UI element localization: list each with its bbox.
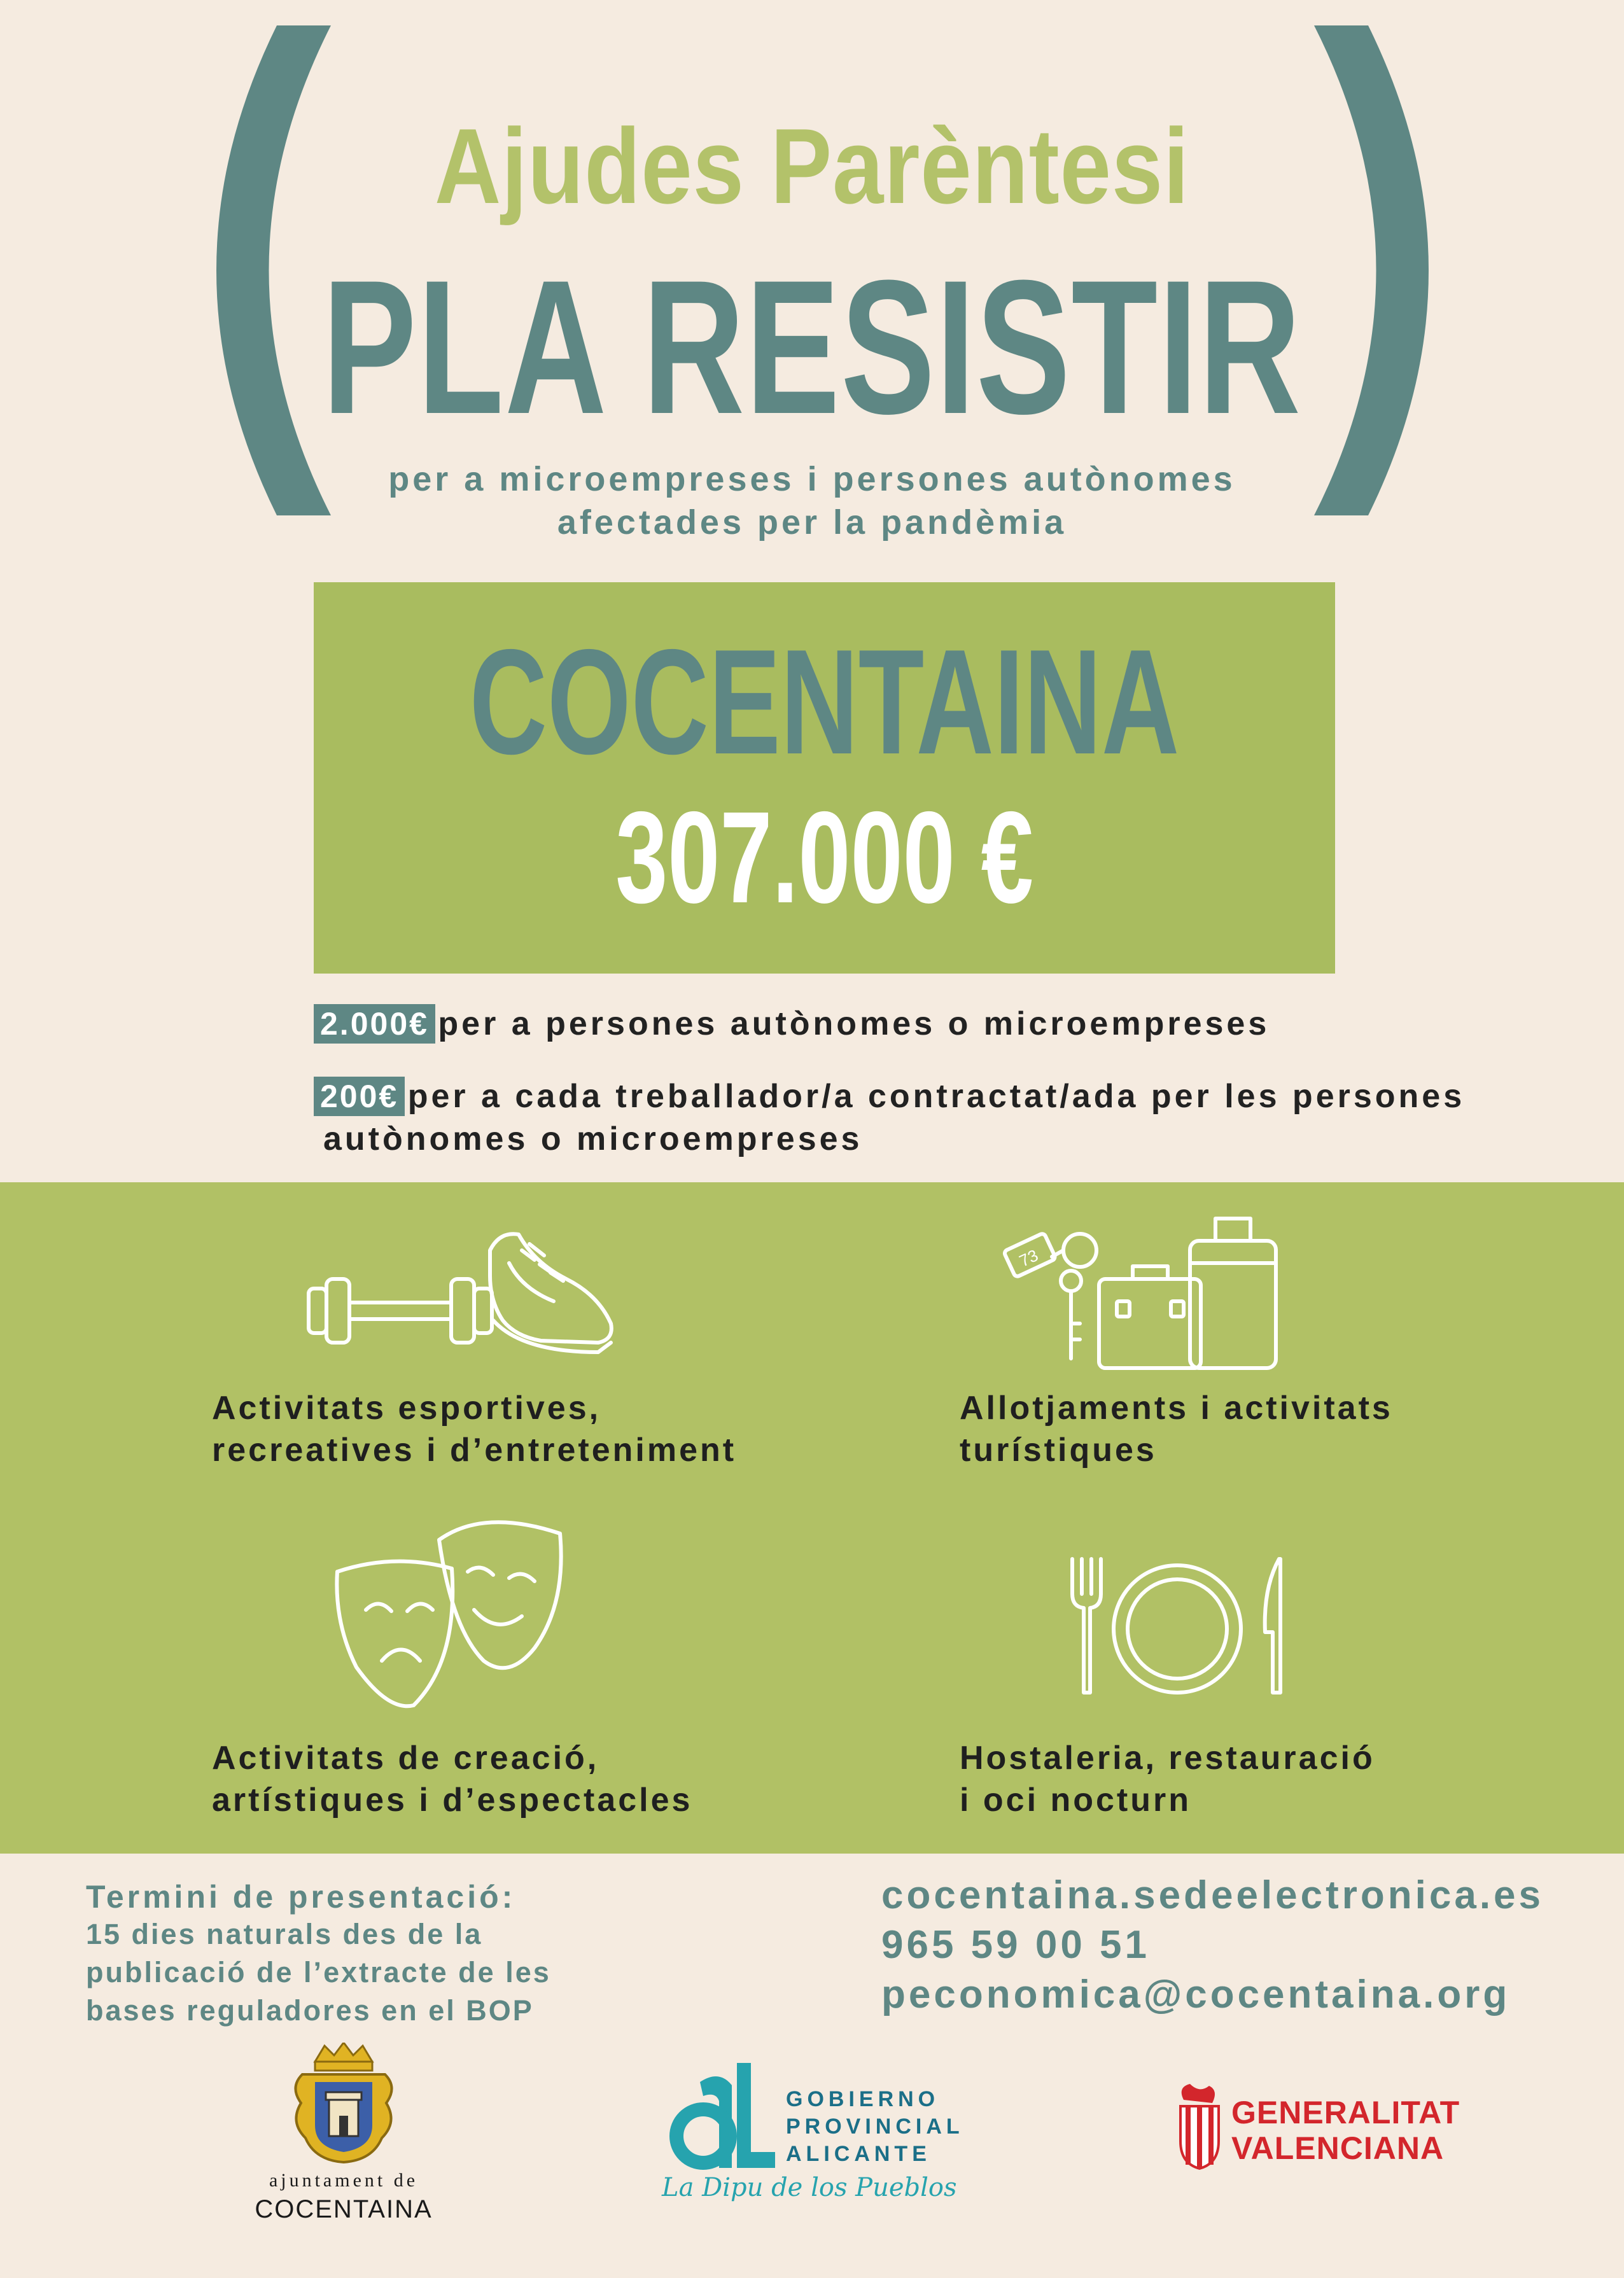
activity-line: Allotjaments i activitats [960, 1390, 1393, 1427]
deadline-heading: Termini de presentació: [86, 1879, 516, 1915]
aid-amount-badge: 2.000€ [314, 1004, 435, 1044]
aid-line-1 [314, 1004, 1270, 1044]
activity-line: recreatives i d’entreteniment [212, 1432, 737, 1469]
dipu-text [786, 2086, 964, 2168]
luggage-keys-icon [996, 1212, 1289, 1374]
contact-website-link[interactable]: cocentaina.sedeelectronica.es [881, 1873, 1544, 1917]
aid-description-continuation: autònomes o microempreses [323, 1121, 863, 1157]
contact-email-link[interactable]: peconomica@cocentaina.org [881, 1973, 1511, 2016]
ajuntament-name: COCENTAINA [255, 2195, 433, 2223]
activity-sports [212, 1387, 736, 1471]
activity-arts [212, 1737, 692, 1821]
cocentaina-coat-of-arms-icon [290, 2043, 398, 2163]
aid-description: per a persones autònomes o microempreses [438, 1005, 1270, 1042]
deadline-line: bases reguladores en el BOP [86, 1994, 534, 2027]
deadline-text [86, 1915, 551, 2030]
activity-line: Activitats esportives, [212, 1390, 601, 1427]
deadline-line: 15 dies naturals des de la [86, 1918, 483, 1950]
dipu-slogan: La Dipu de los Pueblos [662, 2173, 957, 2202]
aid-amount-badge: 200€ [314, 1077, 405, 1116]
total-amount: 307.000 € [615, 785, 1033, 930]
dipu-line: GOBIERNO [786, 2087, 940, 2111]
plate-cutlery-icon [1063, 1549, 1292, 1702]
activity-line: i oci nocturn [960, 1782, 1191, 1819]
activity-line: Activitats de creació, [212, 1740, 599, 1777]
activity-line: artístiques i d’espectacles [212, 1782, 693, 1819]
dumbbell-sneaker-icon [299, 1225, 630, 1378]
theater-masks-icon [331, 1502, 573, 1718]
activity-tourism [960, 1387, 1393, 1471]
title-ajudes: Ajudes Parèntesi [434, 106, 1190, 226]
ajuntament-label: ajuntament de [269, 2170, 419, 2191]
aid-line-2 [314, 1077, 1465, 1116]
subtitle-line-2: afectades per la pandèmia [557, 503, 1067, 542]
subtitle-line-1: per a microempreses i persones autònomes [388, 460, 1236, 498]
generalitat-text [1231, 2095, 1460, 2166]
activity-line: Hostaleria, restauració [960, 1740, 1375, 1777]
dipu-line: PROVINCIAL [786, 2114, 964, 2139]
dipu-line: ALICANTE [786, 2142, 931, 2166]
deadline-line: publicació de l’extracte de les [86, 1956, 551, 1988]
gva-line: GENERALITAT [1231, 2095, 1460, 2130]
gva-line: VALENCIANA [1231, 2130, 1445, 2166]
generalitat-emblem-icon [1171, 2081, 1228, 2170]
municipality-name: COCENTAINA [469, 618, 1180, 785]
dipu-alicante-logo-icon [662, 2057, 776, 2174]
contact-phone[interactable]: 965 59 00 51 [881, 1923, 1151, 1967]
svg-text:73: 73 [1016, 1245, 1041, 1271]
activity-hospitality [960, 1737, 1375, 1821]
activity-line: turístiques [960, 1432, 1157, 1469]
contact-block [881, 1871, 1544, 2020]
title-pla-resistir: PLA RESISTIR [322, 240, 1302, 454]
aid-description: per a cada treballador/a contractat/ada per les persones [407, 1078, 1466, 1115]
